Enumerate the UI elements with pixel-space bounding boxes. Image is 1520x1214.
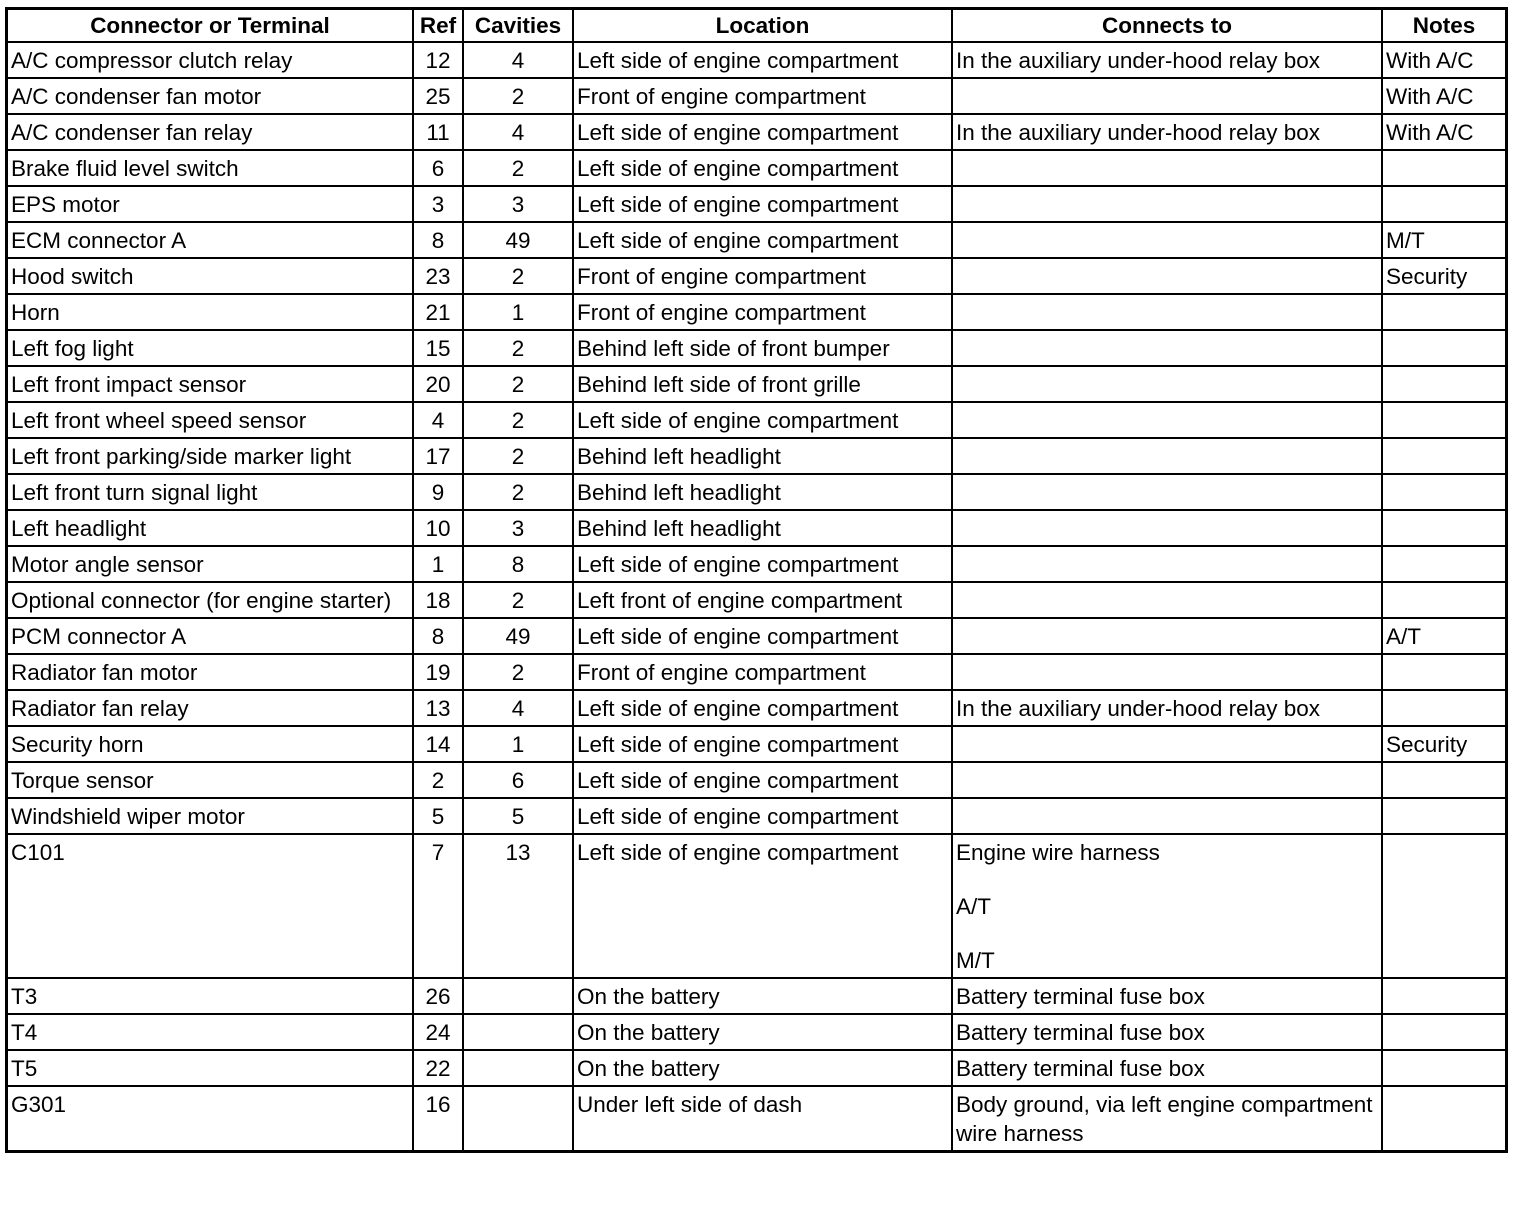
cell-connects-to (952, 402, 1382, 438)
cell-ref: 17 (413, 438, 463, 474)
cell-notes: With A/C (1382, 42, 1505, 78)
cell-cavities: 2 (463, 474, 573, 510)
cell-cavities: 4 (463, 690, 573, 726)
cell-connects-to (952, 1086, 1382, 1150)
cell-connects-to (952, 330, 1382, 366)
connector-table (8, 10, 1505, 1150)
cell-location: Front of engine compartment (573, 294, 952, 330)
table-row (8, 510, 1505, 546)
cell-notes (1382, 1050, 1505, 1086)
cell-location: Left side of engine compartment (573, 798, 952, 834)
cell-notes (1382, 582, 1505, 618)
table-row (8, 186, 1505, 222)
cell-connector: Radiator fan motor (8, 654, 413, 690)
cell-location: Left side of engine compartment (573, 762, 952, 798)
cell-cavities: 2 (463, 438, 573, 474)
cell-connector: Horn (8, 294, 413, 330)
cell-notes: Security (1382, 258, 1505, 294)
cell-connects-to (952, 618, 1382, 654)
table-row (8, 618, 1505, 654)
cell-cavities: 6 (463, 762, 573, 798)
cell-connector: T3 (8, 978, 413, 1014)
cell-connects-to (952, 258, 1382, 294)
cell-cavities (463, 1086, 573, 1150)
header-location: Location (573, 10, 952, 42)
table-row (8, 150, 1505, 186)
cell-notes (1382, 546, 1505, 582)
cell-location: Left side of engine compartment (573, 114, 952, 150)
cell-notes (1382, 294, 1505, 330)
cell-cavities (463, 978, 573, 1014)
cell-notes (1382, 1086, 1505, 1150)
connects-to-line: A/T (956, 894, 992, 919)
cell-location: On the battery (573, 1014, 952, 1050)
connects-to-line: Battery terminal fuse box (956, 1056, 1205, 1081)
cell-connects-to (952, 546, 1382, 582)
cell-connector: Windshield wiper motor (8, 798, 413, 834)
cell-connector: Left front wheel speed sensor (8, 402, 413, 438)
cell-ref: 19 (413, 654, 463, 690)
cell-notes (1382, 510, 1505, 546)
cell-location: Left side of engine compartment (573, 726, 952, 762)
cell-ref: 4 (413, 402, 463, 438)
cell-connects-to (952, 690, 1382, 726)
cell-location: Left side of engine compartment (573, 618, 952, 654)
header-connects-to: Connects to (952, 10, 1382, 42)
cell-location: Behind left headlight (573, 510, 952, 546)
header-notes: Notes (1382, 10, 1505, 42)
cell-ref: 15 (413, 330, 463, 366)
cell-connects-to (952, 582, 1382, 618)
table-row (8, 978, 1505, 1014)
cell-location: Left side of engine compartment (573, 222, 952, 258)
cell-location: Left side of engine compartment (573, 546, 952, 582)
cell-ref: 2 (413, 762, 463, 798)
cell-notes (1382, 762, 1505, 798)
table-row (8, 402, 1505, 438)
cell-ref: 22 (413, 1050, 463, 1086)
cell-connects-to (952, 78, 1382, 114)
cell-location: Front of engine compartment (573, 78, 952, 114)
cell-cavities: 3 (463, 510, 573, 546)
cell-connects-to (952, 438, 1382, 474)
cell-ref: 25 (413, 78, 463, 114)
table-row (8, 762, 1505, 798)
cell-notes: With A/C (1382, 114, 1505, 150)
cell-cavities (463, 1014, 573, 1050)
cell-ref: 5 (413, 798, 463, 834)
table-row (8, 546, 1505, 582)
cell-connector: G301 (8, 1086, 413, 1150)
cell-notes (1382, 978, 1505, 1014)
cell-ref: 14 (413, 726, 463, 762)
header-cavities: Cavities (463, 10, 573, 42)
connects-to-line: Body ground, via left engine compartment wire harness (956, 1092, 1373, 1146)
table-row (8, 1014, 1505, 1050)
table-row (8, 222, 1505, 258)
cell-connector: EPS motor (8, 186, 413, 222)
cell-connector: Motor angle sensor (8, 546, 413, 582)
table-row (8, 798, 1505, 834)
cell-ref: 8 (413, 618, 463, 654)
cell-connects-to (952, 294, 1382, 330)
cell-cavities: 4 (463, 42, 573, 78)
cell-connector: A/C condenser fan relay (8, 114, 413, 150)
cell-location: Under left side of dash (573, 1086, 952, 1150)
cell-ref: 1 (413, 546, 463, 582)
cell-notes: A/T (1382, 618, 1505, 654)
cell-notes (1382, 654, 1505, 690)
cell-notes (1382, 798, 1505, 834)
cell-connects-to (952, 114, 1382, 150)
cell-cavities: 2 (463, 150, 573, 186)
header-ref: Ref (413, 10, 463, 42)
cell-notes (1382, 438, 1505, 474)
cell-location: Left side of engine compartment (573, 690, 952, 726)
cell-connector: Security horn (8, 726, 413, 762)
cell-connects-to (952, 762, 1382, 798)
cell-cavities: 49 (463, 618, 573, 654)
cell-connector: Left front turn signal light (8, 474, 413, 510)
cell-ref: 23 (413, 258, 463, 294)
cell-ref: 7 (413, 834, 463, 978)
cell-location: Behind left side of front bumper (573, 330, 952, 366)
line-gap (956, 921, 1378, 946)
table-body (8, 42, 1505, 1150)
cell-cavities: 1 (463, 294, 573, 330)
table-row (8, 258, 1505, 294)
cell-notes (1382, 474, 1505, 510)
cell-notes (1382, 150, 1505, 186)
cell-cavities: 2 (463, 402, 573, 438)
cell-notes (1382, 330, 1505, 366)
table-row (8, 690, 1505, 726)
connects-to-line: Battery terminal fuse box (956, 1020, 1205, 1045)
cell-connector: PCM connector A (8, 618, 413, 654)
cell-location: Behind left headlight (573, 474, 952, 510)
connects-to-line: Battery terminal fuse box (956, 984, 1205, 1009)
cell-connector: Hood switch (8, 258, 413, 294)
table-row (8, 42, 1505, 78)
cell-connector: ECM connector A (8, 222, 413, 258)
cell-cavities: 2 (463, 330, 573, 366)
cell-location: On the battery (573, 978, 952, 1014)
cell-ref: 9 (413, 474, 463, 510)
cell-connector: Radiator fan relay (8, 690, 413, 726)
cell-cavities: 2 (463, 78, 573, 114)
header-connector: Connector or Terminal (8, 10, 413, 42)
connects-to-line: In the auxiliary under-hood relay box (956, 120, 1320, 145)
cell-location: Left side of engine compartment (573, 42, 952, 78)
cell-cavities: 1 (463, 726, 573, 762)
cell-notes (1382, 366, 1505, 402)
cell-cavities: 49 (463, 222, 573, 258)
connects-to-line: M/T (956, 948, 995, 973)
table-row (8, 582, 1505, 618)
cell-ref: 13 (413, 690, 463, 726)
cell-connector: C101 (8, 834, 413, 978)
cell-connects-to (952, 834, 1382, 978)
cell-connects-to (952, 978, 1382, 1014)
table-row (8, 294, 1505, 330)
cell-ref: 24 (413, 1014, 463, 1050)
cell-cavities: 2 (463, 582, 573, 618)
cell-location: Left front of engine compartment (573, 582, 952, 618)
cell-location: Behind left headlight (573, 438, 952, 474)
connects-to-line: Engine wire harness (956, 840, 1160, 865)
cell-cavities: 3 (463, 186, 573, 222)
cell-connects-to (952, 1014, 1382, 1050)
cell-ref: 26 (413, 978, 463, 1014)
connects-to-line: In the auxiliary under-hood relay box (956, 696, 1320, 721)
connects-to-line: In the auxiliary under-hood relay box (956, 48, 1320, 73)
cell-connector: A/C compressor clutch relay (8, 42, 413, 78)
table-row (8, 366, 1505, 402)
line-gap (956, 867, 1378, 892)
cell-cavities (463, 1050, 573, 1086)
table-row (8, 78, 1505, 114)
cell-cavities: 13 (463, 834, 573, 978)
cell-ref: 8 (413, 222, 463, 258)
cell-connector: T4 (8, 1014, 413, 1050)
cell-ref: 18 (413, 582, 463, 618)
cell-connects-to (952, 474, 1382, 510)
cell-location: Left side of engine compartment (573, 150, 952, 186)
cell-connects-to (952, 366, 1382, 402)
cell-connector: A/C condenser fan motor (8, 78, 413, 114)
cell-notes (1382, 834, 1505, 978)
cell-ref: 12 (413, 42, 463, 78)
table-row (8, 726, 1505, 762)
table-row (8, 654, 1505, 690)
table-row (8, 1086, 1505, 1150)
cell-connects-to (952, 510, 1382, 546)
cell-cavities: 2 (463, 654, 573, 690)
cell-cavities: 5 (463, 798, 573, 834)
cell-connects-to (952, 1050, 1382, 1086)
cell-connector: Left front impact sensor (8, 366, 413, 402)
cell-location: Left side of engine compartment (573, 186, 952, 222)
table-row (8, 114, 1505, 150)
cell-connector: Left fog light (8, 330, 413, 366)
cell-location: Front of engine compartment (573, 258, 952, 294)
cell-connects-to (952, 726, 1382, 762)
cell-cavities: 2 (463, 366, 573, 402)
cell-location: Front of engine compartment (573, 654, 952, 690)
cell-location: On the battery (573, 1050, 952, 1086)
cell-connects-to (952, 42, 1382, 78)
cell-ref: 20 (413, 366, 463, 402)
cell-ref: 10 (413, 510, 463, 546)
cell-notes (1382, 186, 1505, 222)
cell-notes (1382, 690, 1505, 726)
cell-connector: T5 (8, 1050, 413, 1086)
table-row (8, 330, 1505, 366)
cell-ref: 16 (413, 1086, 463, 1150)
header-row (8, 10, 1505, 42)
cell-cavities: 4 (463, 114, 573, 150)
cell-notes: Security (1382, 726, 1505, 762)
table-row (8, 438, 1505, 474)
cell-connects-to (952, 186, 1382, 222)
table-row (8, 474, 1505, 510)
cell-connector: Left front parking/side marker light (8, 438, 413, 474)
cell-location: Left side of engine compartment (573, 834, 952, 978)
cell-notes (1382, 402, 1505, 438)
cell-connector: Brake fluid level switch (8, 150, 413, 186)
cell-connects-to (952, 222, 1382, 258)
cell-connects-to (952, 654, 1382, 690)
cell-location: Behind left side of front grille (573, 366, 952, 402)
cell-connects-to (952, 150, 1382, 186)
cell-location: Left side of engine compartment (573, 402, 952, 438)
connector-table-frame (5, 7, 1508, 1153)
table-row (8, 834, 1505, 978)
cell-connects-to (952, 798, 1382, 834)
cell-notes (1382, 1014, 1505, 1050)
cell-notes: M/T (1382, 222, 1505, 258)
cell-connector: Left headlight (8, 510, 413, 546)
cell-cavities: 8 (463, 546, 573, 582)
cell-ref: 11 (413, 114, 463, 150)
table-row (8, 1050, 1505, 1086)
cell-ref: 6 (413, 150, 463, 186)
cell-connector: Torque sensor (8, 762, 413, 798)
cell-ref: 3 (413, 186, 463, 222)
cell-notes: With A/C (1382, 78, 1505, 114)
cell-ref: 21 (413, 294, 463, 330)
cell-cavities: 2 (463, 258, 573, 294)
cell-connector: Optional connector (for engine starter) (8, 582, 413, 618)
